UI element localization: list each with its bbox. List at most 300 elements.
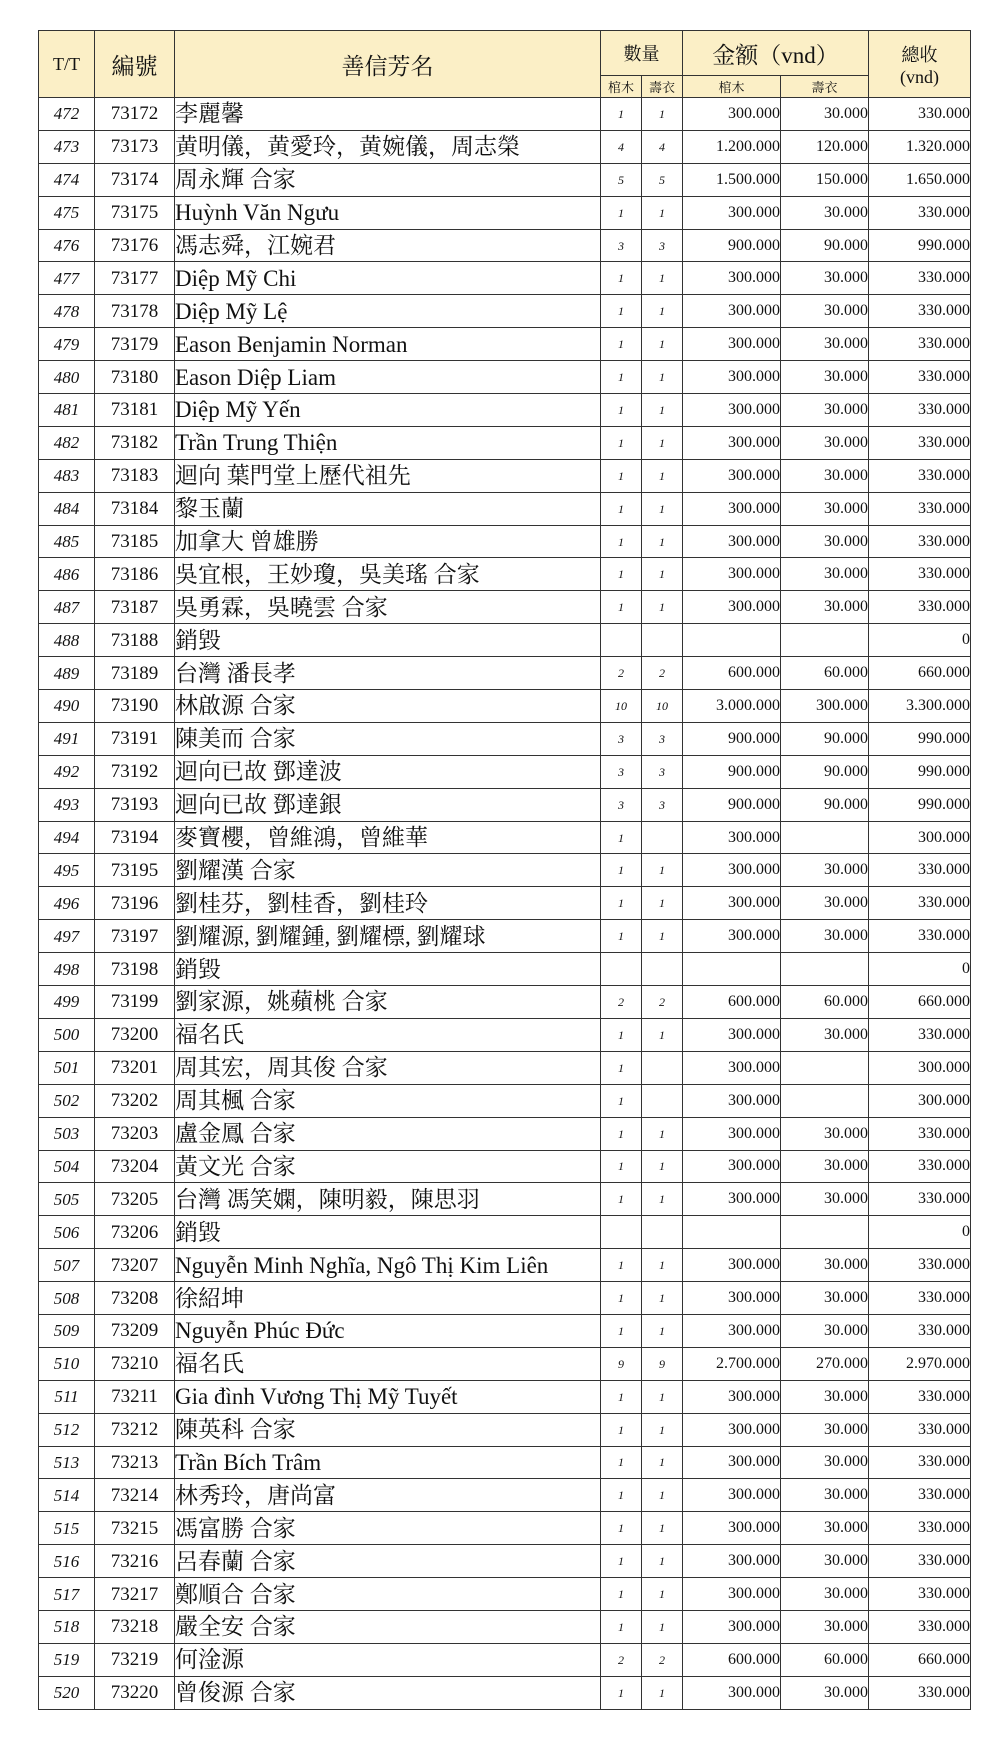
record-code: 73211	[95, 1380, 175, 1413]
record-code: 73181	[95, 394, 175, 427]
qty-shroud: 1	[642, 1314, 683, 1347]
table-row	[39, 591, 971, 624]
total-amount: 660.000	[869, 1643, 971, 1676]
row-number: 483	[39, 459, 95, 492]
donor-name: 福名氏	[175, 1018, 601, 1051]
donor-name: 黄明儀，黄愛玲，黄婉儀，周志榮	[175, 130, 601, 163]
table-row	[39, 295, 971, 328]
row-number: 481	[39, 394, 95, 427]
amount-shroud: 60.000	[781, 986, 869, 1019]
total-amount: 330.000	[869, 262, 971, 295]
donor-name: 麥寶櫻，曾維鴻，曾維華	[175, 821, 601, 854]
amount-shroud: 30.000	[781, 328, 869, 361]
total-amount: 0	[869, 1216, 971, 1249]
amount-coffin: 2.700.000	[683, 1347, 781, 1380]
qty-shroud: 1	[642, 295, 683, 328]
table-row	[39, 690, 971, 723]
qty-coffin: 1	[601, 196, 642, 229]
amount-shroud: 30.000	[781, 426, 869, 459]
record-code: 73215	[95, 1512, 175, 1545]
total-amount: 330.000	[869, 1380, 971, 1413]
amount-shroud: 30.000	[781, 459, 869, 492]
record-code: 73218	[95, 1610, 175, 1643]
total-amount: 330.000	[869, 1150, 971, 1183]
qty-shroud: 1	[642, 1578, 683, 1611]
subheader-amount-coffin: 棺木	[683, 76, 781, 98]
table-row	[39, 788, 971, 821]
qty-coffin: 1	[601, 1676, 642, 1709]
amount-shroud: 30.000	[781, 525, 869, 558]
total-amount: 1.650.000	[869, 163, 971, 196]
record-code: 73173	[95, 130, 175, 163]
qty-coffin: 1	[601, 1610, 642, 1643]
row-number: 478	[39, 295, 95, 328]
qty-coffin: 1	[601, 1117, 642, 1150]
record-code: 73195	[95, 854, 175, 887]
amount-shroud: 30.000	[781, 295, 869, 328]
qty-shroud: 1	[642, 1380, 683, 1413]
qty-shroud: 1	[642, 1413, 683, 1446]
header-total-unit: (vnd)	[900, 66, 939, 87]
row-number: 501	[39, 1051, 95, 1084]
qty-shroud: 1	[642, 492, 683, 525]
amount-coffin: 300.000	[683, 525, 781, 558]
amount-shroud	[781, 1216, 869, 1249]
table-row	[39, 1676, 971, 1709]
amount-shroud: 30.000	[781, 1512, 869, 1545]
qty-shroud: 1	[642, 887, 683, 920]
amount-coffin: 300.000	[683, 328, 781, 361]
qty-shroud: 9	[642, 1347, 683, 1380]
qty-shroud: 4	[642, 130, 683, 163]
total-amount: 990.000	[869, 722, 971, 755]
qty-coffin	[601, 1216, 642, 1249]
total-amount: 3.300.000	[869, 690, 971, 723]
amount-shroud: 120.000	[781, 130, 869, 163]
record-code: 73184	[95, 492, 175, 525]
amount-shroud: 30.000	[781, 1018, 869, 1051]
ledger-body	[39, 98, 971, 1710]
total-amount: 330.000	[869, 1578, 971, 1611]
row-number: 496	[39, 887, 95, 920]
record-code: 73209	[95, 1314, 175, 1347]
header-amount: 金额（vnd）	[683, 31, 869, 76]
record-code: 73175	[95, 196, 175, 229]
amount-shroud: 30.000	[781, 591, 869, 624]
amount-shroud: 90.000	[781, 788, 869, 821]
donor-name: 馮志舜，江婉君	[175, 229, 601, 262]
qty-coffin: 1	[601, 492, 642, 525]
donor-ledger-table	[38, 30, 971, 1710]
table-row	[39, 854, 971, 887]
row-number: 513	[39, 1446, 95, 1479]
header-tt: T/T	[39, 31, 95, 98]
total-amount: 330.000	[869, 1282, 971, 1315]
row-number: 502	[39, 1084, 95, 1117]
row-number: 472	[39, 98, 95, 131]
record-code: 73203	[95, 1117, 175, 1150]
amount-coffin: 300.000	[683, 1610, 781, 1643]
record-code: 73190	[95, 690, 175, 723]
row-number: 506	[39, 1216, 95, 1249]
row-number: 488	[39, 624, 95, 657]
record-code: 73217	[95, 1578, 175, 1611]
table-row	[39, 1117, 971, 1150]
qty-coffin: 4	[601, 130, 642, 163]
donor-name: 迴向已故 鄧達波	[175, 755, 601, 788]
amount-shroud	[781, 821, 869, 854]
table-row	[39, 887, 971, 920]
qty-shroud: 1	[642, 1610, 683, 1643]
row-number: 507	[39, 1249, 95, 1282]
qty-coffin: 1	[601, 1545, 642, 1578]
total-amount: 330.000	[869, 361, 971, 394]
table-row	[39, 624, 971, 657]
total-amount: 660.000	[869, 657, 971, 690]
total-amount: 330.000	[869, 459, 971, 492]
table-row	[39, 196, 971, 229]
qty-coffin: 1	[601, 525, 642, 558]
qty-coffin: 1	[601, 1150, 642, 1183]
table-row	[39, 130, 971, 163]
row-number: 503	[39, 1117, 95, 1150]
amount-shroud: 30.000	[781, 1249, 869, 1282]
table-row	[39, 1051, 971, 1084]
table-row	[39, 1479, 971, 1512]
donor-name: 福名氏	[175, 1347, 601, 1380]
total-amount: 1.320.000	[869, 130, 971, 163]
row-number: 516	[39, 1545, 95, 1578]
donor-name: 盧金鳳 合家	[175, 1117, 601, 1150]
donor-name: 劉耀漢 合家	[175, 854, 601, 887]
qty-shroud: 1	[642, 591, 683, 624]
qty-coffin: 1	[601, 1380, 642, 1413]
record-code: 73193	[95, 788, 175, 821]
amount-coffin: 300.000	[683, 1084, 781, 1117]
table-row	[39, 492, 971, 525]
amount-shroud: 30.000	[781, 854, 869, 887]
row-number: 515	[39, 1512, 95, 1545]
total-amount: 990.000	[869, 755, 971, 788]
donor-name: 劉耀源, 劉耀鍾, 劉耀標, 劉耀球	[175, 920, 601, 953]
donor-name: 台灣 潘長孝	[175, 657, 601, 690]
total-amount: 330.000	[869, 1117, 971, 1150]
amount-coffin: 300.000	[683, 262, 781, 295]
record-code: 73197	[95, 920, 175, 953]
qty-coffin: 1	[601, 558, 642, 591]
row-number: 479	[39, 328, 95, 361]
qty-coffin: 1	[601, 1084, 642, 1117]
row-number: 518	[39, 1610, 95, 1643]
qty-coffin: 5	[601, 163, 642, 196]
total-amount: 330.000	[869, 1018, 971, 1051]
record-code: 73185	[95, 525, 175, 558]
donor-name: Diệp Mỹ Lệ	[175, 295, 601, 328]
total-amount: 330.000	[869, 1545, 971, 1578]
amount-coffin: 300.000	[683, 1150, 781, 1183]
record-code: 73202	[95, 1084, 175, 1117]
total-amount: 300.000	[869, 1051, 971, 1084]
row-number: 500	[39, 1018, 95, 1051]
row-number: 511	[39, 1380, 95, 1413]
total-amount: 330.000	[869, 854, 971, 887]
amount-coffin: 3.000.000	[683, 690, 781, 723]
qty-coffin: 1	[601, 361, 642, 394]
table-row	[39, 1314, 971, 1347]
amount-shroud: 30.000	[781, 1479, 869, 1512]
record-code: 73179	[95, 328, 175, 361]
qty-coffin: 1	[601, 394, 642, 427]
table-row	[39, 1413, 971, 1446]
total-amount: 0	[869, 624, 971, 657]
amount-shroud: 60.000	[781, 657, 869, 690]
donor-name: 銷毀	[175, 624, 601, 657]
record-code: 73198	[95, 953, 175, 986]
qty-shroud: 1	[642, 394, 683, 427]
row-number: 499	[39, 986, 95, 1019]
total-amount: 330.000	[869, 1676, 971, 1709]
subheader-qty-shroud: 壽衣	[642, 76, 683, 98]
table-row	[39, 920, 971, 953]
qty-shroud: 1	[642, 1150, 683, 1183]
amount-shroud: 30.000	[781, 98, 869, 131]
total-amount: 330.000	[869, 196, 971, 229]
total-amount: 330.000	[869, 394, 971, 427]
qty-coffin: 1	[601, 821, 642, 854]
amount-shroud: 30.000	[781, 1150, 869, 1183]
row-number: 520	[39, 1676, 95, 1709]
row-number: 490	[39, 690, 95, 723]
qty-coffin: 1	[601, 1314, 642, 1347]
table-row	[39, 1084, 971, 1117]
table-row	[39, 1249, 971, 1282]
qty-shroud	[642, 953, 683, 986]
amount-coffin: 900.000	[683, 229, 781, 262]
donor-name: Diệp Mỹ Chi	[175, 262, 601, 295]
qty-shroud: 1	[642, 459, 683, 492]
donor-name: 銷毀	[175, 953, 601, 986]
record-code: 73220	[95, 1676, 175, 1709]
qty-shroud: 2	[642, 657, 683, 690]
qty-shroud: 1	[642, 1545, 683, 1578]
table-row	[39, 1545, 971, 1578]
total-amount: 330.000	[869, 98, 971, 131]
amount-shroud: 30.000	[781, 1282, 869, 1315]
record-code: 73192	[95, 755, 175, 788]
qty-coffin: 1	[601, 262, 642, 295]
table-row	[39, 328, 971, 361]
table-row	[39, 98, 971, 131]
amount-shroud: 30.000	[781, 196, 869, 229]
row-number: 473	[39, 130, 95, 163]
amount-shroud: 30.000	[781, 1413, 869, 1446]
amount-shroud: 30.000	[781, 887, 869, 920]
amount-coffin: 600.000	[683, 1643, 781, 1676]
table-row	[39, 1446, 971, 1479]
qty-coffin: 1	[601, 328, 642, 361]
total-amount: 330.000	[869, 1479, 971, 1512]
qty-shroud: 1	[642, 262, 683, 295]
amount-coffin: 600.000	[683, 657, 781, 690]
row-number: 514	[39, 1479, 95, 1512]
amount-coffin: 300.000	[683, 394, 781, 427]
total-amount: 330.000	[869, 591, 971, 624]
total-amount: 330.000	[869, 426, 971, 459]
record-code: 73219	[95, 1643, 175, 1676]
row-number: 512	[39, 1413, 95, 1446]
qty-shroud: 1	[642, 1512, 683, 1545]
total-amount: 660.000	[869, 986, 971, 1019]
qty-coffin: 1	[601, 887, 642, 920]
donor-name: 徐紹坤	[175, 1282, 601, 1315]
table-row	[39, 361, 971, 394]
qty-coffin: 3	[601, 755, 642, 788]
row-number: 477	[39, 262, 95, 295]
amount-coffin: 300.000	[683, 1413, 781, 1446]
table-row	[39, 1282, 971, 1315]
record-code: 73174	[95, 163, 175, 196]
qty-shroud: 1	[642, 1446, 683, 1479]
donor-name: Trần Trung Thiện	[175, 426, 601, 459]
amount-coffin: 300.000	[683, 1249, 781, 1282]
record-code: 73178	[95, 295, 175, 328]
qty-coffin: 1	[601, 854, 642, 887]
amount-shroud: 30.000	[781, 1183, 869, 1216]
amount-coffin: 300.000	[683, 1051, 781, 1084]
amount-coffin: 1.200.000	[683, 130, 781, 163]
row-number: 494	[39, 821, 95, 854]
subheader-qty-coffin: 棺木	[601, 76, 642, 98]
total-amount: 300.000	[869, 821, 971, 854]
qty-coffin: 1	[601, 1018, 642, 1051]
row-number: 497	[39, 920, 95, 953]
amount-shroud: 30.000	[781, 1578, 869, 1611]
qty-shroud: 1	[642, 920, 683, 953]
amount-shroud: 90.000	[781, 229, 869, 262]
record-code: 73196	[95, 887, 175, 920]
table-row	[39, 722, 971, 755]
amount-coffin: 900.000	[683, 755, 781, 788]
amount-shroud: 30.000	[781, 920, 869, 953]
donor-name: 呂春蘭 合家	[175, 1545, 601, 1578]
table-row	[39, 229, 971, 262]
row-number: 487	[39, 591, 95, 624]
donor-name: Nguyễn Minh Nghĩa, Ngô Thị Kim Liên	[175, 1249, 601, 1282]
donor-name: Gia đình Vương Thị Mỹ Tuyết	[175, 1380, 601, 1413]
qty-shroud: 1	[642, 558, 683, 591]
qty-coffin: 1	[601, 920, 642, 953]
record-code: 73212	[95, 1413, 175, 1446]
row-number: 489	[39, 657, 95, 690]
amount-coffin: 300.000	[683, 920, 781, 953]
header-total	[869, 31, 971, 98]
donor-name: 林秀玲，唐尚富	[175, 1479, 601, 1512]
donor-name: 銷毀	[175, 1216, 601, 1249]
amount-shroud: 30.000	[781, 262, 869, 295]
record-code: 73188	[95, 624, 175, 657]
row-number: 495	[39, 854, 95, 887]
donor-name: Nguyễn Phúc Đức	[175, 1314, 601, 1347]
table-row	[39, 1183, 971, 1216]
amount-coffin: 300.000	[683, 1183, 781, 1216]
qty-coffin: 1	[601, 1183, 642, 1216]
qty-shroud: 5	[642, 163, 683, 196]
amount-shroud: 30.000	[781, 1314, 869, 1347]
amount-coffin: 300.000	[683, 1018, 781, 1051]
table-row	[39, 1512, 971, 1545]
amount-shroud	[781, 953, 869, 986]
donor-name: 李麗馨	[175, 98, 601, 131]
record-code: 73216	[95, 1545, 175, 1578]
table-row	[39, 657, 971, 690]
qty-shroud: 2	[642, 986, 683, 1019]
record-code: 73183	[95, 459, 175, 492]
amount-shroud: 30.000	[781, 1117, 869, 1150]
qty-shroud: 10	[642, 690, 683, 723]
donor-name: Huỳnh Văn Ngưu	[175, 196, 601, 229]
amount-coffin: 300.000	[683, 459, 781, 492]
header-name: 善信芳名	[175, 31, 601, 98]
qty-shroud: 1	[642, 1676, 683, 1709]
qty-shroud: 1	[642, 361, 683, 394]
table-row	[39, 525, 971, 558]
amount-coffin: 300.000	[683, 1282, 781, 1315]
amount-shroud: 60.000	[781, 1643, 869, 1676]
row-number: 476	[39, 229, 95, 262]
donor-name: Eason Diệp Liam	[175, 361, 601, 394]
qty-coffin: 1	[601, 295, 642, 328]
amount-shroud: 30.000	[781, 394, 869, 427]
qty-coffin: 1	[601, 1512, 642, 1545]
qty-shroud: 1	[642, 196, 683, 229]
row-number: 504	[39, 1150, 95, 1183]
qty-shroud: 1	[642, 1183, 683, 1216]
qty-coffin: 2	[601, 657, 642, 690]
amount-coffin: 300.000	[683, 492, 781, 525]
record-code: 73207	[95, 1249, 175, 1282]
total-amount: 330.000	[869, 492, 971, 525]
table-row	[39, 953, 971, 986]
table-row	[39, 558, 971, 591]
row-number: 493	[39, 788, 95, 821]
qty-shroud: 1	[642, 1018, 683, 1051]
amount-coffin: 300.000	[683, 1117, 781, 1150]
donor-name: Eason Benjamin Norman	[175, 328, 601, 361]
qty-coffin: 1	[601, 1578, 642, 1611]
qty-shroud: 1	[642, 854, 683, 887]
header-code: 編號	[95, 31, 175, 98]
qty-shroud	[642, 1084, 683, 1117]
record-code: 73210	[95, 1347, 175, 1380]
subheader-amount-shroud: 壽衣	[781, 76, 869, 98]
table-row	[39, 986, 971, 1019]
donor-name: 何淦源	[175, 1643, 601, 1676]
amount-shroud: 30.000	[781, 1545, 869, 1578]
donor-name: 黃文光 合家	[175, 1150, 601, 1183]
record-code: 73194	[95, 821, 175, 854]
qty-shroud: 1	[642, 98, 683, 131]
amount-shroud: 30.000	[781, 1380, 869, 1413]
amount-coffin: 300.000	[683, 98, 781, 131]
row-number: 484	[39, 492, 95, 525]
donor-name: 迴向已故 鄧達銀	[175, 788, 601, 821]
total-amount: 990.000	[869, 788, 971, 821]
table-row	[39, 1018, 971, 1051]
qty-shroud: 1	[642, 426, 683, 459]
qty-coffin: 1	[601, 459, 642, 492]
qty-shroud: 1	[642, 1282, 683, 1315]
amount-coffin: 300.000	[683, 854, 781, 887]
